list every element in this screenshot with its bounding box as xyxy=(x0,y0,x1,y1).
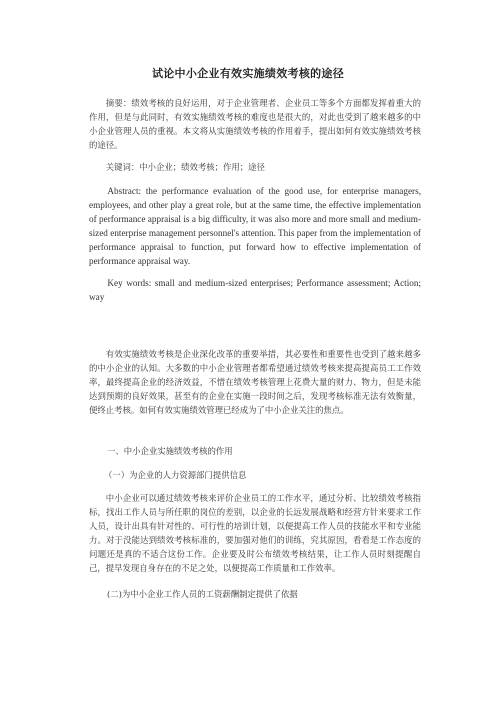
abstract-en: Abstract: the performance evaluation of the good use, for enterprise managers, employees, and other play a great role, but at the same time, the effective implementation of performance appraisal is a big difficulty, it was also more and more small and medium-sized enterprise management personnel's attention. This paper from the implementation of performance appraisal to function, put forward how to effective implementation of performance appraisal way. xyxy=(89,186,421,266)
keywords-cn: 关键词：中小企业；绩效考核；作用；途径 xyxy=(105,162,265,172)
section-heading-1: 一、中小企业实施绩效考核的作用 xyxy=(107,446,233,456)
subsection-heading-1: （一）为企业的人力资源部门提供信息 xyxy=(104,470,247,480)
intro-paragraph: 有效实施绩效考核是企业深化改革的重要举措，其必要性和重要性也受到了越来越多的中小企业的认知。大多数的中小企业管理者都希望通过绩效考核来提高提高员工工作效率，最终提高企业的经济效益，不惜在绩效考核管理上花费大量的财力、物力，但是未能达到预期的良好效果，甚至有的企业在实施一段时间之后，发现考核标准无法有效衡量，便终止考核。如何有效实施绩效管理已经成为了中小企业关注的焦点。 xyxy=(89,349,421,415)
subsection-heading-2: (二)为中小企业工作人员的工资薪酬制定提供了依据 xyxy=(107,589,298,599)
paragraph-1: 中小企业可以通过绩效考核来评价企业员工的工作水平，通过分析、比较绩效考核指标，找出工作人员与所任职的岗位的差别，以企业的长远发展战略和经营方针来要求工作人员，设计出具有针对性的、可行性的培训计划，以便提高工作人员的技能水平和专业能力。对于没能达到绩效考核标准的，要加强对他们的训练，究其原因，看看是工作态度的问题还是真的不适合这份工作。企业要及时公布绩效考核结果，让工作人员时刻提醒自己，提早发现自身存在的不足之处，以便提高工作质量和工作效率。 xyxy=(89,493,421,573)
abstract-cn: 摘要：绩效考核的良好运用，对于企业管理者、企业员工等多个方面都发挥着重大的作用，但是与此同时，有效实施绩效考核的难度也是很大的，对此也受到了越来越多的中小企业管理人员的重视。本文将从实施绩效考核的作用着手，提出如何有效实施绩效考核的途径。 xyxy=(89,98,421,150)
keywords-en: Key words: small and medium-sized enterprises; Performance assessment; Action; way xyxy=(89,278,421,302)
paper-title: 试论中小企业有效实施绩效考核的途径 xyxy=(151,67,345,80)
